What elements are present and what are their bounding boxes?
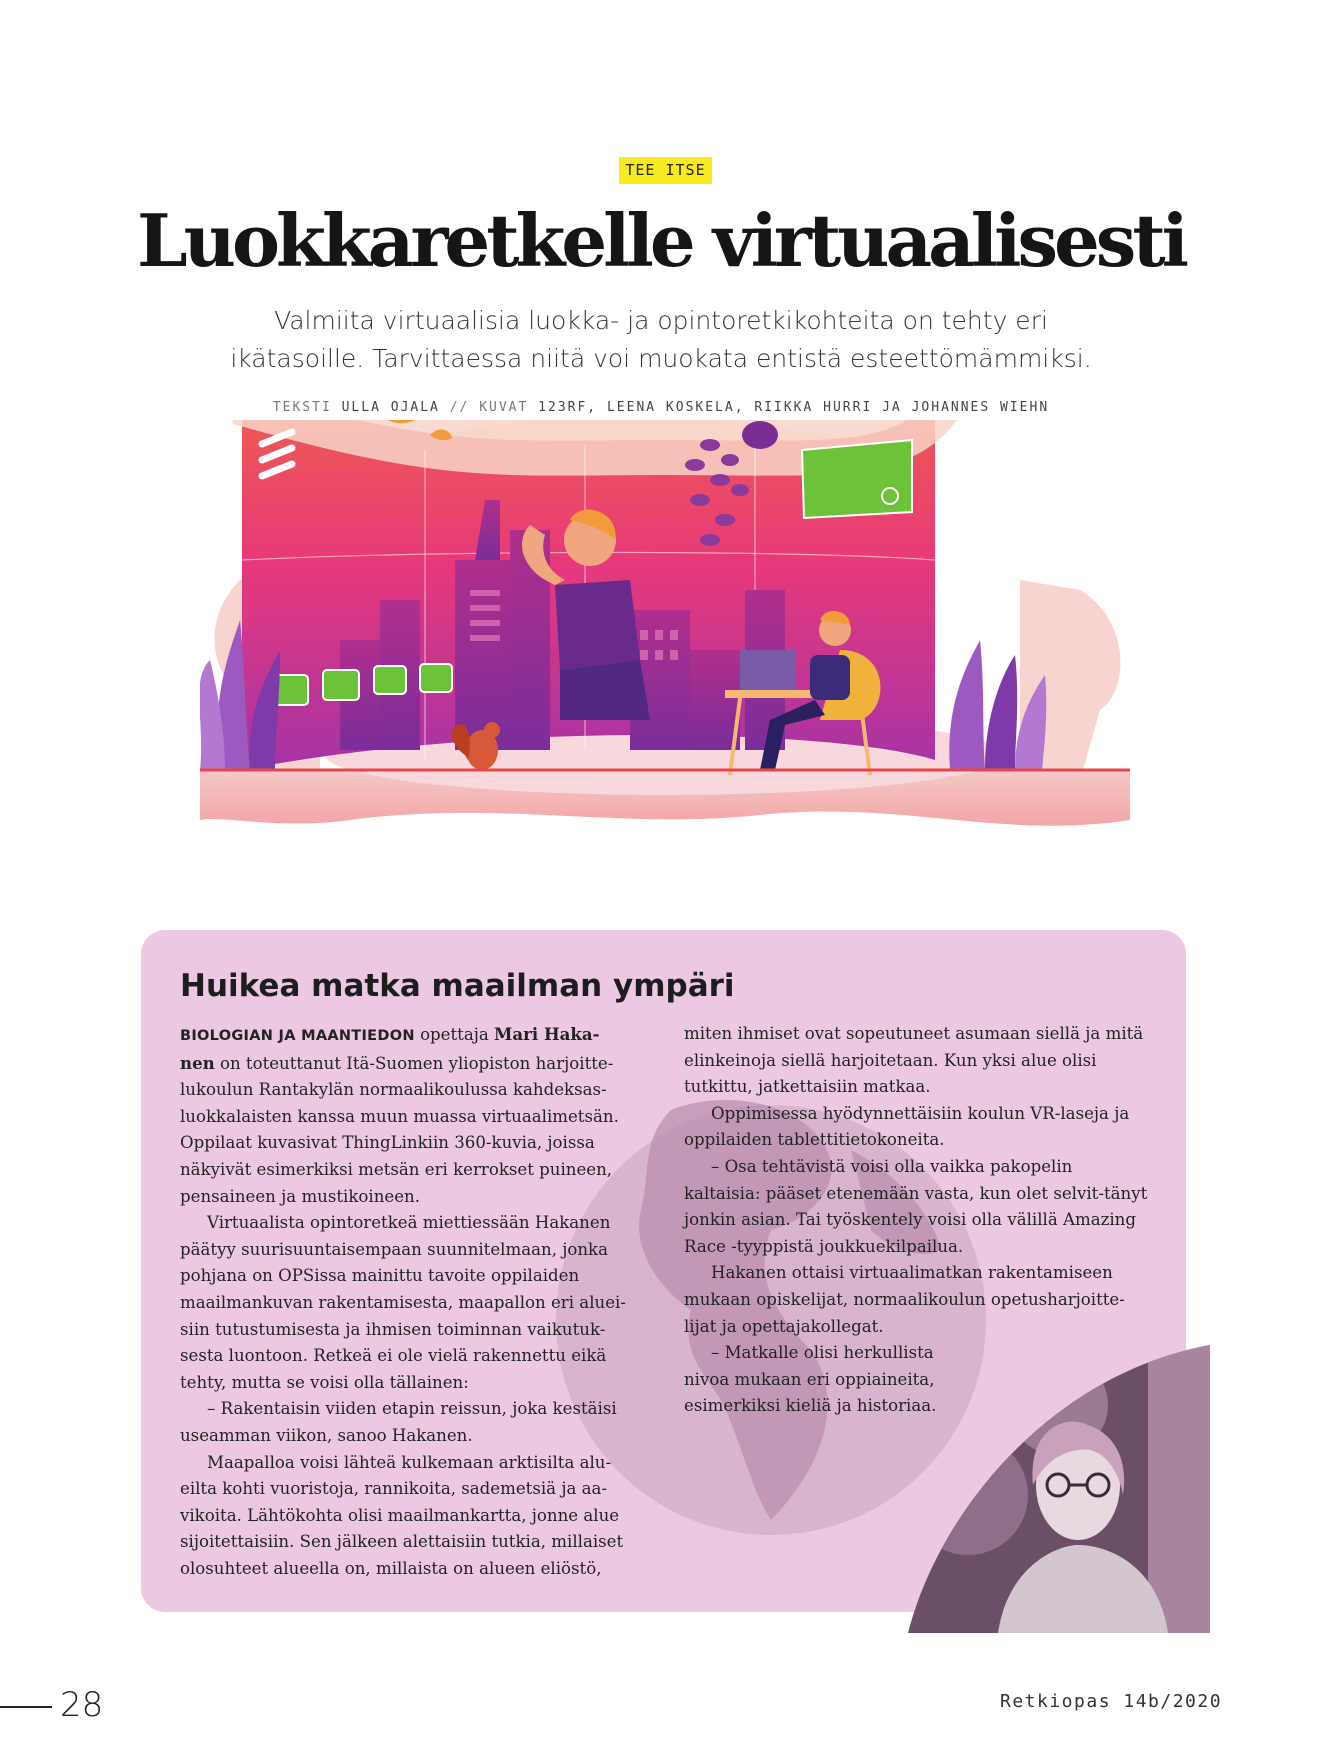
credits-text-label: TEKSTI <box>272 400 332 415</box>
lead-after: opettaja <box>414 1025 495 1044</box>
col2-paragraph-1: miten ihmiset ovat sopeutuneet asumaan siellä ja mitä elinkeinoja siellä harjoitetaan. Kun yksi alue olisi tutkittu, jatkettaisiin matkaa. <box>684 1024 1144 1097</box>
magazine-name: Retkiopas 14b/2020 <box>1000 1691 1223 1712</box>
lede-line-2: ikätasoille. Tarvittaessa niitä voi muokata entistä esteettömämmiksi. <box>230 344 1092 373</box>
page-number-rule <box>0 1706 52 1708</box>
article-title: Luokkaretkelle virtuaalisesti <box>137 198 1185 283</box>
credits-images-label: KUVAT <box>479 400 529 415</box>
teacher-portrait-photo <box>908 1345 1210 1633</box>
article-credits <box>0 400 1322 415</box>
page-number: 28 <box>60 1685 104 1725</box>
credits-photographers: 123RF, LEENA KOSKELA, RIIKKA HURRI JA JOHANNES WIEHN <box>538 400 1050 415</box>
col2-paragraph-2: Oppimisessa hyödynnettäisiin koulun VR-laseja ja oppilaiden tablettitietokoneita. <box>684 1103 1130 1150</box>
green-card-icon <box>802 440 912 518</box>
col1-paragraph-4: Maapalloa voisi lähteä kulkemaan arktisilta alu-eilta kohti vuoristoja, rannikoita, sademetsiä ja aa-vikoita. Lähtökohta olisi maailmankartta, jonne alue sijoitettaisiin. Sen jälkeen alettaisiin tutkia, millaiset olosuhteet alueella on, millaista on alueen eliöstö, <box>180 1452 624 1578</box>
col2-paragraph-4: Hakanen ottaisi virtuaalimatkan rakentamiseen mukaan opiskelijat, normaalikoulun opetusharjoitte-lijat ja opettajakollegat. <box>684 1263 1125 1336</box>
col1-paragraph-1 <box>180 1021 642 1210</box>
article-lede <box>230 302 1092 378</box>
col1-p1-rest: on toteuttanut Itä-Suomen yliopiston harjoitte-lukoulun Rantakylän normaalikoulussa kahdeksas-luokkalaisten kanssa muun muassa virtuaalimetsän. Oppilaat kuvasivat ThingLinkiin 360-kuvia, joissa näkyivät esimerkiksi metsän eri kerrokset puineen, pensaineen ja mustikoineen. <box>180 1053 619 1206</box>
lede-line-1: Valmiita virtuaalisia luokka- ja opintoretkikohteita on tehty eri <box>274 306 1048 335</box>
col2-paragraph-5: – Matkalle olisi herkullista nivoa mukaan eri oppiaineita, esimerkiksi kieliä ja historiaa. <box>684 1343 937 1416</box>
virtual-classroom-illustration <box>200 420 1130 920</box>
teacher-name: Mari Haka- nen <box>180 1024 600 1073</box>
credits-author: ULLA OJALA <box>341 400 440 415</box>
box-heading: Huikea matka maailman ympäri <box>180 968 735 1004</box>
col1-paragraph-2: Virtuaalista opintoretkeä miettiessään Hakanen päätyy suurisuuntaisempaan suunnitelmaan, jonka pohjana on OPSissa mainittu tavoite oppilaiden maailmankuvan rakentamisesta, maapallon eri aluei-siin tutustumisesta ja ihmisen toiminnan vaikutuk-sesta luontoon. Retkeä ei ole vielä rakennettu eikä tehty, mutta se voisi olla tällainen: <box>180 1213 626 1392</box>
box-column-1 <box>180 1021 642 1582</box>
lead-in: BIOLOGIAN JA MAANTIEDON <box>180 1028 415 1044</box>
col1-paragraph-3: – Rakentaisin viiden etapin reissun, joka kestäisi useamman viikon, sanoo Hakanen. <box>180 1399 617 1445</box>
credits-separator: // <box>449 400 470 415</box>
section-tag: TEE ITSE <box>619 157 712 184</box>
col2-paragraph-3: – Osa tehtävistä voisi olla vaikka pakopelin kaltaisia: pääset etenemään vasta, kun olet selvit-tänyt jonkin asian. Tai työskentely voisi olla välillä Amazing Race -tyyppistä joukkuekilpailua. <box>684 1156 1148 1256</box>
